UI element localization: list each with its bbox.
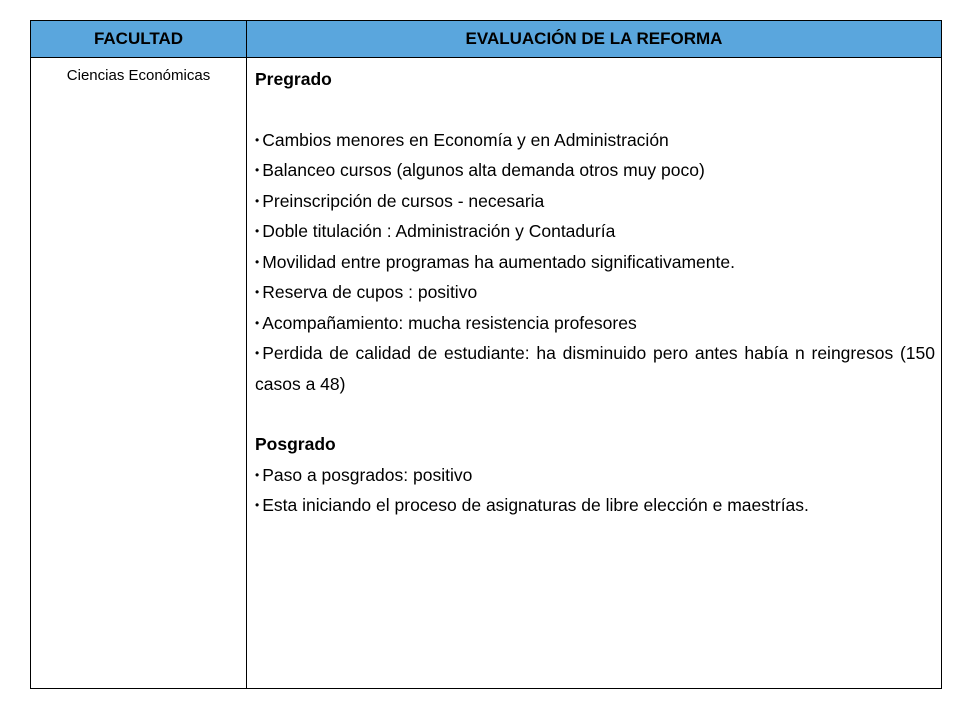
posgrado-list: [255, 460, 935, 521]
posgrado-title: Posgrado: [255, 434, 336, 454]
bullet-icon: •: [255, 467, 260, 482]
list-item: [255, 338, 935, 399]
table-row: [31, 58, 942, 689]
pregrado-title: Pregrado: [255, 69, 332, 89]
list-item: [255, 247, 935, 278]
list-item: [255, 216, 935, 247]
spacer: [255, 399, 935, 429]
list-item-text: Reserva de cupos : positivo: [262, 282, 478, 302]
list-item-text: Balanceo cursos (algunos alta demanda otros muy poco): [262, 160, 705, 180]
reform-evaluation-table: [30, 20, 942, 689]
bullet-icon: •: [255, 254, 260, 269]
list-item-text: Acompañamiento: mucha resistencia profesores: [262, 312, 637, 333]
bullet-icon: •: [255, 285, 260, 299]
header-row: [31, 21, 942, 58]
list-item: [255, 490, 935, 521]
faculty-cell: Ciencias Económicas: [31, 58, 247, 689]
list-item: [255, 277, 935, 308]
header-evaluation: EVALUACIÓN DE LA REFORMA: [247, 21, 942, 58]
bullet-icon: •: [255, 193, 260, 208]
bullet-icon: •: [255, 498, 260, 512]
list-item-text: Paso a posgrados: positivo: [262, 464, 473, 485]
list-item: [255, 155, 935, 186]
bullet-icon: •: [255, 132, 260, 147]
list-item-text: Movilidad entre programas ha aumentado significativamente.: [262, 251, 735, 272]
header-faculty: FACULTAD: [31, 21, 247, 58]
pregrado-list: [255, 125, 935, 400]
list-item-text: Doble titulación : Administración y Contaduría: [262, 221, 616, 241]
spacer: [255, 95, 935, 125]
list-item: [255, 460, 935, 491]
list-item: [255, 125, 935, 156]
bullet-icon: •: [255, 163, 260, 177]
evaluation-cell: [247, 58, 942, 689]
bullet-icon: •: [255, 224, 260, 238]
list-item-text: Esta iniciando el proceso de asignaturas de libre elección e maestrías.: [262, 495, 809, 515]
bullet-icon: •: [255, 346, 260, 360]
list-item-text: Cambios menores en Economía y en Administración: [262, 129, 669, 150]
list-item: [255, 308, 935, 339]
list-item: [255, 186, 935, 217]
list-item-text: Preinscripción de cursos - necesaria: [262, 190, 545, 211]
bullet-icon: •: [255, 315, 260, 330]
list-item-text: Perdida de calidad de estudiante: ha disminuido pero antes había n reingresos (150 casos a 48): [255, 343, 935, 394]
